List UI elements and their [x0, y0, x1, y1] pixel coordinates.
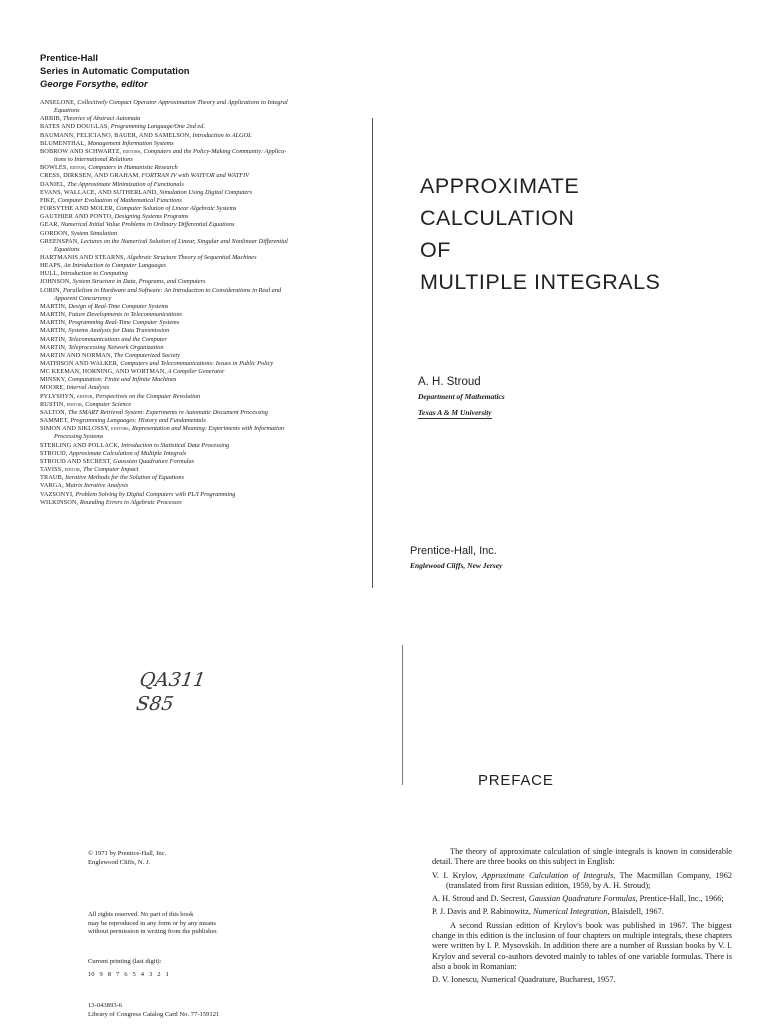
- series-entry: [40, 393, 375, 401]
- series-entry: [40, 278, 375, 286]
- series-entry: [40, 474, 375, 482]
- series-entry-author: MARTIN AND NORMAN,: [40, 351, 113, 359]
- series-name: Series in Automatic Computation: [40, 66, 190, 77]
- series-entry-author: BATES AND DOUGLAS,: [40, 123, 110, 131]
- copyright-line: © 1971 by Prentice-Hall, Inc.: [88, 850, 167, 857]
- series-entry-title: Management Information Systems: [87, 139, 174, 147]
- preface-paragraph: A second Russian edition of Krylov's book was published in 1967. The biggest change in this edition is the inclusion of four chapters on multiple integrals, these chapters were written by I. P. Mysovskih. In addition there are a number of Russian books by V. I. Krylov and several co-authors devoted mainly to tables of one variable formulas. There is also a book in Romanian:: [432, 920, 732, 971]
- series-entry-title: tions to International Relations: [54, 156, 133, 164]
- series-entry-title: Computer Evaluation of Mathematical Functions: [57, 196, 182, 204]
- series-entry-author: FIKE,: [40, 196, 57, 204]
- series-entry-title: Gaussian Quadrature Formulas: [113, 457, 195, 465]
- printing-label: Current printing (last digit):: [88, 958, 162, 965]
- series-entry-title: Computation: Finite and Infinite Machines: [67, 376, 177, 384]
- rights-statement: [88, 911, 218, 937]
- series-entry-author: SIMON AND SIKLOSSY, editors,: [40, 425, 131, 433]
- series-entry: [40, 450, 375, 458]
- series-entry-title: Systems Analysis for Data Transmission: [68, 327, 170, 335]
- series-entry-title: The SMART Retrieval System: Experiments in Automatic Document Processing: [68, 408, 268, 416]
- series-entry: [40, 197, 375, 205]
- preface-heading: PREFACE: [478, 772, 554, 789]
- series-entry: [40, 189, 375, 197]
- series-entry: [40, 262, 375, 270]
- series-entry: [40, 148, 375, 156]
- title-line: MULTIPLE INTEGRALS: [420, 270, 661, 294]
- series-entry-title: An Introduction to Computer Languages: [63, 262, 166, 270]
- isbn: 13-043893-6: [88, 1002, 123, 1009]
- series-entry: [40, 319, 375, 327]
- series-entry: [40, 499, 375, 507]
- series-entry-title: Telecommunications and the Computer: [68, 335, 167, 343]
- series-entry-author: STROUD AND SECREST,: [40, 457, 112, 465]
- series-entry: [40, 311, 375, 319]
- series-entry: [40, 425, 375, 433]
- series-entry: [40, 238, 375, 246]
- series-entry: [40, 140, 375, 148]
- series-entry-author: MARTIN,: [40, 327, 67, 335]
- series-entry-author: TAVISS, editor,: [40, 466, 82, 474]
- series-entry-author: GEAR,: [40, 221, 60, 229]
- series-entry: [40, 409, 375, 417]
- publisher-place: Englewood Cliffs, New Jersey: [410, 561, 503, 570]
- series-entry-title: Computers and the Policy-Making Community: Applica-: [143, 147, 287, 155]
- series-entry-title: Algebraic Structure Theory of Sequential Machines: [126, 253, 257, 261]
- series-entry: [40, 270, 375, 278]
- series-entry: [40, 458, 375, 466]
- series-entry-title: Computer Solution of Linear Algebraic Systems: [116, 205, 237, 213]
- series-entry-author: SALTON,: [40, 408, 67, 416]
- series-entry: [40, 99, 375, 107]
- series-entry-title: Equations: [54, 245, 80, 253]
- book-title: [420, 170, 660, 298]
- series-entry: [40, 482, 375, 490]
- series-entry-author: PYLYSHYN, editor,: [40, 392, 94, 400]
- reference-item: D. V. Ionescu, Numerical Quadrature, Bucharest, 1957.: [432, 975, 616, 985]
- series-entry: [40, 401, 375, 409]
- reference-item: A. H. Stroud and D. Secrest, Gaussian Quadrature Formulas, Prentice-Hall, Inc., 1966;: [432, 894, 724, 904]
- series-entry: [40, 123, 375, 131]
- rights-line: without permission in writing from the publisher.: [88, 928, 218, 936]
- series-entry-title: Collectively Compact Operator Approximation Theory and Applications to Integral: [77, 99, 288, 106]
- series-entry: [40, 115, 375, 123]
- series-entry-author: MARTIN,: [40, 335, 67, 343]
- title-line: CALCULATION: [420, 206, 575, 230]
- series-entry-title: Introduction to Statistical Data Processing: [121, 441, 230, 449]
- series-entry-author: SAMMET,: [40, 417, 69, 425]
- series-entry-title: The Computerized Society: [113, 351, 180, 359]
- series-entry-author: RUSTIN, editor,: [40, 400, 84, 408]
- series-entry-author: ARBIB,: [40, 115, 62, 123]
- rights-line: All rights reserved. No part of this book: [88, 911, 194, 918]
- page-divider: [372, 118, 373, 588]
- printing-digits: 10 9 8 7 6 5 4 3 2 1: [88, 970, 169, 978]
- series-entry-title: Numerical Initial Value Problems in Ordinary Differential Equations: [60, 221, 235, 229]
- series-entry-title: Introduction to Computing: [60, 270, 128, 278]
- series-entry-title: Computers in Humanistic Research: [88, 164, 178, 172]
- series-entry-title: System Simulation: [70, 229, 118, 237]
- series-entry: [40, 303, 375, 311]
- series-entry-author: BLUMENTHAL,: [40, 139, 87, 147]
- series-entry: [40, 230, 375, 238]
- handwritten-call-number: [135, 668, 207, 716]
- series-entry-author: STERLING AND POLLACK,: [40, 441, 120, 449]
- page-divider-lower: [402, 645, 403, 785]
- series-entry-title: Apparent Concurrency: [54, 294, 112, 302]
- series-entry-title: Iterative Methods for the Solution of Equations: [65, 474, 185, 482]
- series-entry-title: Lectures on the Numerical Solution of Linear, Singular and Nonlinear Differential: [80, 237, 288, 245]
- series-entry-title: Programming Languages: History and Fundamentals: [70, 417, 206, 425]
- rights-line: may be reproduced in any form or by any means: [88, 919, 216, 927]
- series-entry-author: WILKINSON,: [40, 498, 79, 506]
- series-entry: [40, 107, 375, 115]
- series-entry-title: System Structure in Data, Programs, and Computers: [72, 278, 206, 286]
- series-entry-title: Programming Language/One 2nd ed.: [110, 123, 205, 131]
- series-entry: [40, 442, 375, 450]
- series-entry-author: MARTIN,: [40, 302, 67, 310]
- series-header: [40, 52, 190, 91]
- catalog-info: [88, 1002, 219, 1019]
- series-entry-author: STROUD,: [40, 449, 68, 457]
- series-entry-title: A Compiler Generator: [167, 368, 225, 376]
- series-entry-author: DANIEL,: [40, 180, 66, 188]
- series-entry-title: Teleprocessing Network Organization: [68, 343, 164, 351]
- series-entry-title: Interval Analysis: [66, 384, 110, 392]
- series-editor: George Forsythe, editor: [40, 79, 148, 90]
- series-entry-author: TRAUB,: [40, 474, 64, 482]
- series-entry-author: LORIN,: [40, 286, 62, 294]
- title-line: APPROXIMATE: [420, 174, 580, 198]
- series-entry-author: BOWLES, editor,: [40, 164, 87, 172]
- title-line: OF: [420, 238, 451, 262]
- series-entry: [40, 344, 375, 352]
- series-entry: [40, 336, 375, 344]
- series-entry: [40, 368, 375, 376]
- copyright-place: Englewood Cliffs, N. J.: [88, 858, 151, 866]
- series-entry: [40, 466, 375, 474]
- series-entry-title: Design of Real-Time Computer Systems: [68, 302, 169, 310]
- series-entry-author: MC KEEMAN, HORNING, AND WORTMAN,: [40, 368, 167, 376]
- call-number-line: S85: [134, 693, 176, 715]
- preface-intro: The theory of approximate calculation of single integrals is known in considerable detail. There are three books on this subject in English:: [432, 847, 732, 867]
- series-entry-title: Introduction to ALGOL: [192, 131, 252, 139]
- series-entry: [40, 327, 375, 335]
- series-entry-title: The Computer Impact: [83, 466, 139, 474]
- series-entry: [40, 295, 375, 303]
- series-entry: [40, 360, 375, 368]
- series-entry-author: MARTIN,: [40, 311, 67, 319]
- series-entry-title: Processing Systems: [54, 433, 104, 441]
- series-publisher: Prentice-Hall: [40, 53, 99, 64]
- series-entry-author: MARTIN,: [40, 319, 67, 327]
- series-entry-author: MOORE,: [40, 384, 65, 392]
- series-entry-author: CRESS, DIRKSEN, AND GRAHAM,: [40, 172, 140, 180]
- series-entry-author: GAUTHIER AND PONTO,: [40, 213, 113, 221]
- series-entry-title: Simulation Using Digital Computers: [159, 188, 253, 196]
- series-entry-title: Matrix Iterative Analysis: [65, 482, 129, 490]
- series-entry-author: VARGA,: [40, 482, 64, 490]
- series-list: [40, 99, 375, 507]
- reference-item: V. I. Krylov, Approximate Calculation of Integrals, The Macmillan Company, 1962 (translated from first Russian edition, 1959, by A. H. Stroud);: [432, 870, 732, 890]
- series-entry-author: MATHISON AND WALKER,: [40, 360, 119, 367]
- series-entry-title: Equations: [54, 107, 80, 115]
- series-entry-title: FORTRAN IV with WATFOR and WATFIV: [141, 172, 250, 180]
- lccn: Library of Congress Catalog Card No. 77-159121: [88, 1010, 220, 1018]
- series-entry-title: Designing Systems Programs: [114, 213, 189, 221]
- series-entry: [40, 205, 375, 213]
- series-entry: [40, 433, 375, 441]
- publisher-name: Prentice-Hall, Inc.: [410, 545, 497, 557]
- series-entry: [40, 384, 375, 392]
- series-entry-author: BOBROW AND SCHWARTZ, editors,: [40, 147, 142, 155]
- reference-item: P. J. Davis and P. Rabinowitz, Numerical Integration, Blaisdell, 1967.: [432, 907, 664, 917]
- author-department: Department of Mathematics: [418, 392, 505, 401]
- series-entry-author: MARTIN,: [40, 343, 67, 351]
- preface-body: [432, 847, 732, 986]
- series-entry-author: JOHNSON,: [40, 278, 72, 286]
- series-entry-author: HULL,: [40, 270, 59, 278]
- series-entry-title: Approximate Calculation of Multiple Integrals: [69, 449, 187, 457]
- series-entry: [40, 491, 375, 499]
- series-entry: [40, 352, 375, 360]
- series-entry-title: Computers and Telecommunications: Issues in Public Policy: [120, 360, 274, 367]
- series-entry: [40, 254, 375, 262]
- series-entry: [40, 221, 375, 229]
- series-entry-author: ANSELONE,: [40, 99, 76, 106]
- series-entry-author: HARTMANIS AND STEARNS,: [40, 253, 126, 261]
- call-number-line: QA311: [138, 669, 207, 691]
- series-entry-author: HEAPS,: [40, 262, 63, 270]
- series-entry: [40, 132, 375, 140]
- series-entry: [40, 287, 375, 295]
- series-entry-title: Perspectives on the Computer Revolution: [95, 392, 201, 400]
- series-entry-title: Theories of Abstract Automata: [63, 115, 141, 123]
- series-entry: [40, 181, 375, 189]
- series-entry-author: GORDON,: [40, 229, 70, 237]
- series-entry-title: Rounding Errors in Algebraic Processes: [79, 498, 182, 506]
- series-entry: [40, 213, 375, 221]
- series-entry-title: The Approximate Minimization of Functionals: [67, 180, 184, 188]
- series-entry: [40, 172, 375, 180]
- author-name: A. H. Stroud: [418, 376, 481, 388]
- series-entry-author: EVANS, WALLACE, AND SUTHERLAND,: [40, 188, 158, 196]
- copyright-notice: [88, 850, 166, 867]
- series-entry: [40, 164, 375, 172]
- series-entry-title: Programming Real-Time Computer Systems: [68, 319, 180, 327]
- series-entry-author: BAUMANN, FELICIANO, BAUER, AND SAMELSON,: [40, 131, 191, 139]
- series-entry: [40, 156, 375, 164]
- printing-info: [88, 958, 169, 979]
- series-entry-title: Problem Solving by Digital Computers with PL/I Programming: [75, 490, 236, 498]
- series-entry-author: MINSKY,: [40, 376, 67, 384]
- series-entry-title: Representation and Meaning: Experiments with Information: [131, 425, 285, 433]
- series-entry: [40, 376, 375, 384]
- series-entry: [40, 246, 375, 254]
- series-entry-author: GREENSPAN,: [40, 237, 80, 245]
- series-entry-title: Parallelism in Hardware and Software: An Introduction to Considerations in Real and: [63, 286, 282, 294]
- author-university: Texas A & M University: [418, 408, 492, 417]
- series-entry-title: Future Developments in Telecommunications: [68, 311, 183, 319]
- series-entry-title: Computer Science: [85, 400, 132, 408]
- series-entry: [40, 417, 375, 425]
- series-entry-author: VAZSONYI,: [40, 490, 74, 498]
- series-entry-author: FORSYTHE AND MOLER,: [40, 205, 115, 213]
